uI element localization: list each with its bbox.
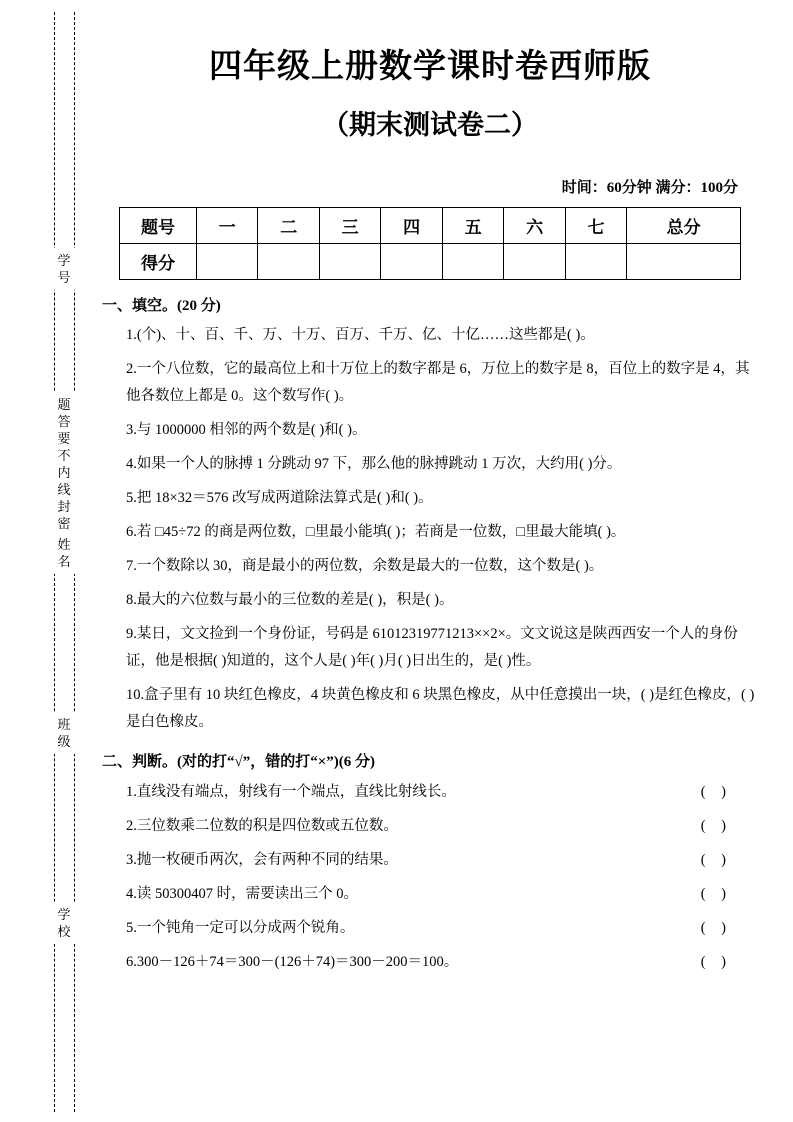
seal-char-xingming: 姓名 [57,537,73,569]
exam-info: 时间：60分钟 满分：100分 [561,180,738,196]
seal-char-da: 答 [57,414,73,429]
seal-label-xingming [52,532,78,574]
question-judge-4 [100,881,760,907]
section-heading-fill-blank: 一、填空。(20 分) [102,298,221,314]
question-text: 4.读 50300407 时，需要读出三个 0。 [126,886,358,902]
question-fill-9 [100,621,760,675]
question-judge-5 [100,915,760,941]
question-judge-2 [100,813,760,839]
seal-char-feng: 封 [57,499,73,514]
question-text: 2.三位数乘二位数的积是四位数或五位数。 [126,818,398,834]
answer-paren[interactable]: ( ) [700,954,732,970]
seal-char-ti: 题 [57,397,73,412]
question-text: 5.一个钝角一定可以分成两个锐角。 [126,920,355,936]
question-judge-6 [100,949,760,975]
question-text: 1.(个)、十、百、千、万、十万、百万、千万、亿、十亿……这些都是( )。 [126,327,595,343]
answer-paren[interactable]: ( ) [700,852,732,868]
answer-paren[interactable]: ( ) [700,784,732,800]
score-cell-4[interactable] [381,244,442,280]
section-heading-judge: 二、判断。(对的打“√”，错的打“×”)(6 分) [102,754,376,770]
question-text: 2.一个八位数，它的最高位上和十万位上的数字都是 6，万位上的数字是 8，百位上的数字是 4，其他各数位上都是 0。这个数写作( )。 [126,361,750,404]
seal-label-xuexiao [52,902,78,944]
seal-char-yao: 要 [57,431,73,446]
score-cell-5[interactable] [442,244,503,280]
question-judge-1 [100,779,760,805]
seal-label-xuehao [52,248,78,290]
question-text: 5.把 18×32＝576 改写成两道除法算式是( )和( )。 [126,490,433,506]
score-cell-6[interactable] [504,244,565,280]
seal-label-answer-notice [52,392,78,536]
question-text: 10.盒子里有 10 块红色橡皮，4 块黄色橡皮和 6 块黑色橡皮，从中任意摸出一块，( )是红色橡皮，( )是白色橡皮。 [126,687,755,730]
question-text: 1.直线没有端点，射线有一个端点，直线比射线长。 [126,784,456,800]
column-header-1: 一 [197,208,258,244]
page-title: 四年级上册数学课时卷西师版 [209,46,651,85]
question-fill-5 [100,485,760,512]
question-fill-8 [100,587,760,614]
seal-label-banji [52,712,78,754]
page-subtitle: （期末测试卷二） [322,110,538,141]
question-text: 6.若 □45÷72 的商是两位数，□里最小能填( )；若商是一位数，□里最大能填( )。 [126,524,626,540]
score-cell-7[interactable] [565,244,626,280]
seal-char-xian: 线 [57,482,73,497]
question-fill-1 [100,322,760,349]
sealing-line-zone [40,12,90,1112]
question-text: 6.300－126＋74＝300－(126＋74)＝300－200＝100。 [126,954,459,970]
question-fill-2 [100,356,760,410]
score-cell-3[interactable] [319,244,380,280]
question-text: 4.如果一个人的脉搏 1 分跳动 97 下，那么他的脉搏跳动 1 万次，大约用( )分。 [126,456,622,472]
seal-char-mi: 密 [57,516,73,531]
column-header-5: 五 [442,208,503,244]
question-text: 7.一个数除以 30，商是最小的两位数，余数是最大的一位数，这个数是( )。 [126,558,604,574]
question-text: 3.与 1000000 相邻的两个数是( )和( )。 [126,422,367,438]
question-judge-3 [100,847,760,873]
seal-char-nei: 内 [57,465,73,480]
row-label-score: 得分 [120,244,197,280]
seal-char-bu: 不 [57,448,73,463]
seal-char-banji: 班级 [57,717,73,749]
table-row-question-numbers [120,208,741,244]
question-text: 8.最大的六位数与最小的三位数的差是( )，积是( )。 [126,592,454,608]
question-fill-6 [100,519,760,546]
question-fill-3 [100,417,760,444]
score-cell-2[interactable] [258,244,319,280]
table-row-scores [120,244,741,280]
answer-paren[interactable]: ( ) [700,886,732,902]
exam-content [100,22,760,975]
column-header-2: 二 [258,208,319,244]
column-header-3: 三 [319,208,380,244]
row-label-question: 题号 [120,208,197,244]
seal-char-xue: 学号 [57,253,73,285]
question-fill-7 [100,553,760,580]
answer-paren[interactable]: ( ) [700,818,732,834]
score-cell-total[interactable] [627,244,741,280]
question-fill-4 [100,451,760,478]
column-header-7: 七 [565,208,626,244]
column-header-4: 四 [381,208,442,244]
score-table [119,207,741,280]
question-text: 9.某日，文文捡到一个身份证，号码是 61012319771213××2×。文文说这是陕西西安一个人的身份证，他是根据( )知道的，这个人是( )年( )月( )日出生的，是( )性。 [126,626,738,669]
column-header-6: 六 [504,208,565,244]
answer-paren[interactable]: ( ) [700,920,732,936]
seal-char-xuexiao: 学校 [57,907,73,939]
column-header-total: 总分 [627,208,741,244]
question-fill-10 [100,682,760,736]
score-cell-1[interactable] [197,244,258,280]
question-text: 3.抛一枚硬币两次，会有两种不同的结果。 [126,852,398,868]
